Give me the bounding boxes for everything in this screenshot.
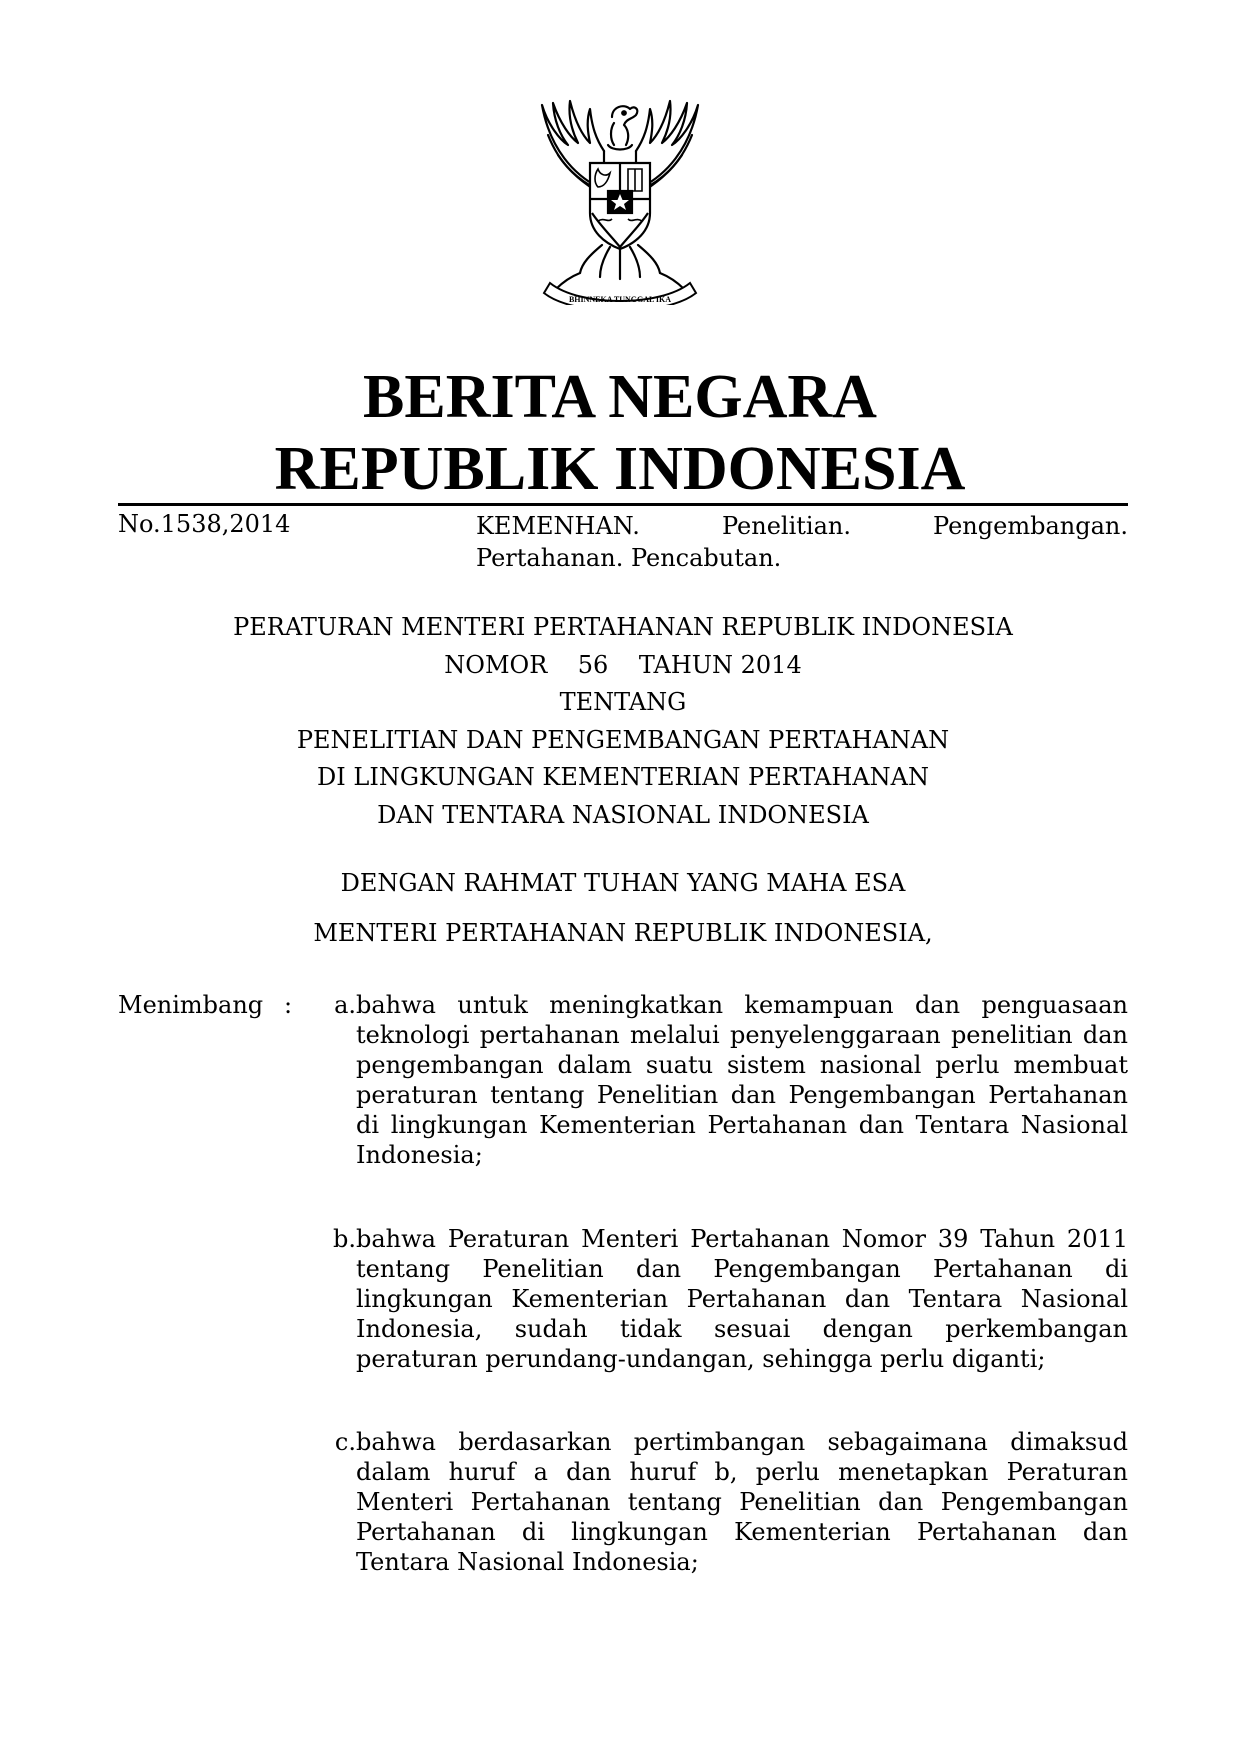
item-letter: b.: [333, 1225, 356, 1253]
menimbang-colon: :: [284, 991, 293, 1019]
item-letter: a.: [334, 991, 356, 1019]
item-letter: c.: [334, 1428, 356, 1456]
title-line: DAN TENTARA NASIONAL INDONESIA: [377, 800, 869, 829]
opening-line: MENTERI PERTAHANAN REPUBLIK INDONESIA,: [313, 919, 933, 947]
category-word: Penelitian.: [721, 512, 851, 540]
category-word: KEMENHAN.: [476, 512, 640, 540]
title-line: PERATURAN MENTERI PERTAHANAN REPUBLIK INDONESIA: [233, 613, 1013, 641]
title-line: PENELITIAN DAN PENGEMBANGAN PERTAHANAN: [296, 725, 950, 754]
masthead-subtitle: REPUBLIK INDONESIA: [274, 435, 966, 503]
svg-text:BHINNEKA TUNGGAL IKA: BHINNEKA TUNGGAL IKA: [568, 295, 672, 304]
regulation-title: [118, 609, 1128, 834]
menimbang-label: Menimbang: [118, 991, 264, 1019]
item-text: bahwa berdasarkan pertimbangan sebagaimana dimaksud dalam huruf a dan huruf b, perlu menetapkan Peraturan Menteri Pertahanan tentang Penelitian dan Pengembangan Pertahanan di lingkungan Kementerian Pertahanan dan Tentara Nasional Indonesia;: [356, 1428, 1128, 1576]
opening-statement: [118, 858, 1128, 958]
gazette-number: No.1538,2014: [118, 510, 291, 538]
item-text: bahwa untuk meningkatkan kemampuan dan penguasaan teknologi pertahanan melalui penyelenggaraan penelitian dan pengembangan dalam suatu sistem nasional perlu membuat peraturan tentang Penelitian dan Pengembangan Pertahanan di lingkungan Kementerian Pertahanan dan Tentara Nasional Indonesia;: [356, 991, 1128, 1169]
title-line: NOMOR 56 TAHUN 2014: [444, 650, 802, 679]
garuda-emblem-icon: [520, 95, 720, 305]
masthead-rule: [118, 503, 1128, 506]
title-line: TENTANG: [559, 688, 687, 716]
opening-line: DENGAN RAHMAT TUHAN YANG MAHA ESA: [340, 869, 906, 897]
title-line: DI LINGKUNGAN KEMENTERIAN PERTAHANAN: [317, 763, 929, 791]
masthead-title: BERITA NEGARA: [363, 363, 877, 431]
item-text: bahwa Peraturan Menteri Pertahanan Nomor 39 Tahun 2011 tentang Penelitian dan Pengembangan Pertahanan di lingkungan Kementerian Pertahanan dan Tentara Nasional Indonesia, sudah tidak sesuai dengan perkembangan peraturan perundang-undangan, sehingga perlu diganti;: [356, 1225, 1128, 1373]
category-line: Pertahanan. Pencabutan.: [476, 544, 782, 572]
category-keywords: [476, 510, 1128, 574]
category-word: Pengembangan.: [933, 512, 1128, 540]
